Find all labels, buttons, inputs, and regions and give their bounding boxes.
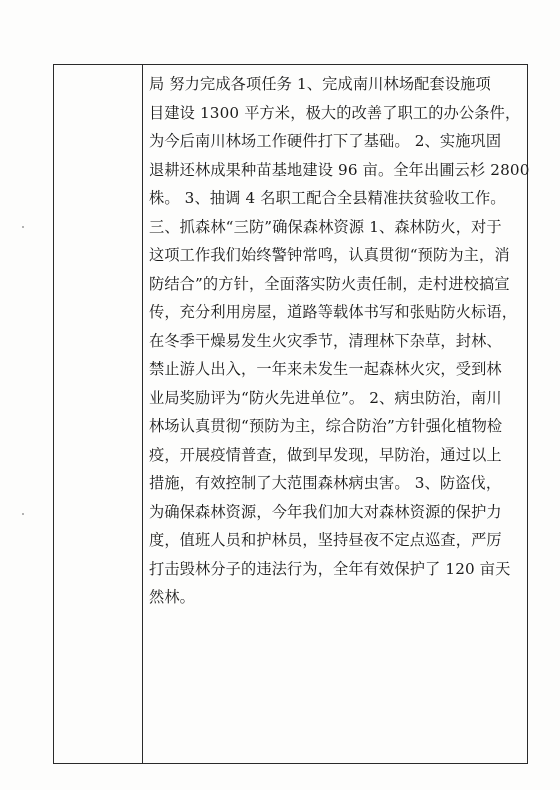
- text-line: 禁止游人出入，一年来未发生一起森林火灾，受到林: [149, 360, 502, 378]
- text-line: 度，值班人员和护林员，坚持昼夜不定点巡查，严厉: [149, 531, 502, 549]
- text-line: 三、抓森林“三防”确保森林资源 1、森林防火，对于: [149, 217, 502, 236]
- table-cell-content: [149, 70, 530, 612]
- scan-mark: [22, 226, 24, 228]
- text-line: 疫，开展疫情普查，做到早发现，早防治，通过以上: [149, 445, 502, 464]
- text-line: 措施，有效控制了大范围森林病虫害。 3、防盗伐，: [149, 474, 502, 492]
- scan-mark: [22, 513, 24, 515]
- text-line: 为确保森林资源，今年我们加大对森林资源的保护力: [149, 502, 502, 521]
- text-line: 防结合”的方针，全面落实防火责任制，走村进校搞宣: [149, 274, 510, 293]
- text-line: 传，充分利用房屋，道路等载体书写和张贴防火标语，: [149, 303, 518, 321]
- text-line: 退耕还林成果种苗基地建设 96 亩。全年出圃云杉 2800: [149, 160, 530, 179]
- text-line: 局 努力完成各项任务 1、完成南川林场配套设施项: [149, 75, 491, 93]
- text-line: 目建设 1300 平方米，极大的改善了职工的办公条件，: [149, 103, 521, 122]
- text-line: 林场认真贯彻“预防为主，综合防治”方针强化植物检: [149, 417, 503, 435]
- text-line: 在冬季干燥易发生火灾季节，清理林下杂草，封林、: [149, 331, 502, 350]
- text-line: 这项工作我们始终警钟常鸣，认真贯彻“预防为主，消: [149, 246, 510, 264]
- text-line: 业局奖励评为“防火先进单位”。 2、病虫防治，南川: [149, 388, 502, 407]
- text-line: 然林。: [149, 588, 196, 606]
- column-divider: [142, 64, 143, 764]
- text-line: 为今后南川林场工作硬件打下了基础。 2、实施巩固: [149, 132, 502, 150]
- text-line: 打击毁林分子的违法行为，全年有效保护了 120 亩天: [149, 559, 511, 578]
- text-line: 株。 3、抽调 4 名职工配合全县精准扶贫验收工作。: [149, 189, 506, 207]
